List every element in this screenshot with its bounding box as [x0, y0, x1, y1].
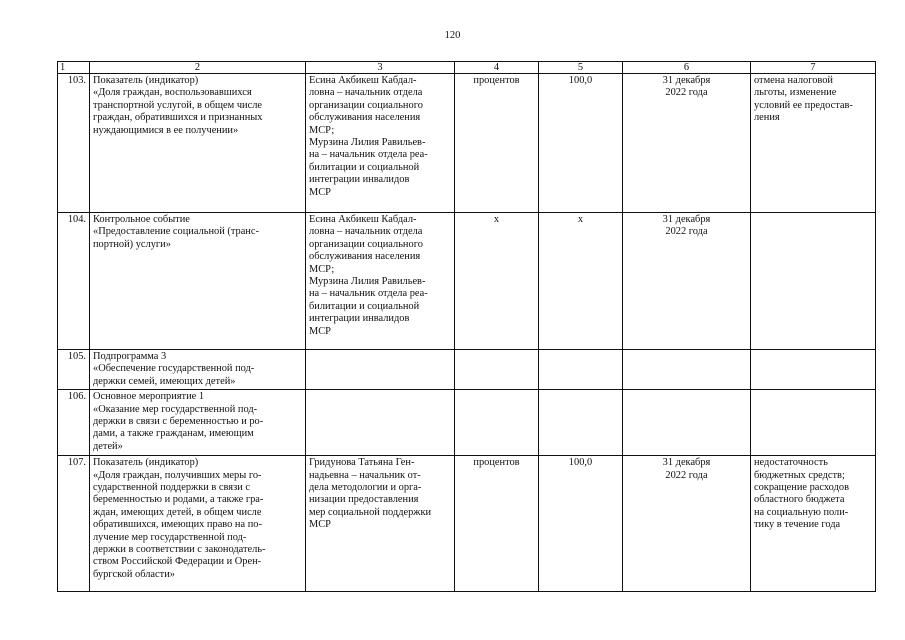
row-responsible: [306, 350, 455, 390]
row-number: 103.: [58, 74, 90, 213]
row-responsible: Есина Акбикеш Кабдал- ловна – начальник отдела организации социального обслуживания населения МСР; Мурзина Лилия Равильев- на – начальник отдела реа- билитации и социальной интеграции инвалидов МСР: [306, 213, 455, 350]
row-value: [539, 350, 623, 390]
column-number-5: 5: [539, 62, 623, 74]
column-number-7: 7: [751, 62, 876, 74]
row-value: 100,0: [539, 456, 623, 592]
row-responsible: Есина Акбикеш Кабдал- ловна – начальник отдела организации социального обслуживания населения МСР; Мурзина Лилия Равильев- на – начальник отдела реа- билитации и социальной интеграции инвалидов МСР: [306, 74, 455, 213]
row-unit: процентов: [455, 456, 539, 592]
row-value: 100,0: [539, 74, 623, 213]
row-number: 106.: [58, 390, 90, 456]
row-number: 107.: [58, 456, 90, 592]
row-responsible: Гридунова Татьяна Ген- надьевна – начальник от- дела методологии и орга- низации предоставления мер социальной поддержки МСР: [306, 456, 455, 592]
column-number-2: 2: [90, 62, 306, 74]
row-note: недостаточность бюджетных средств; сокращение расходов областного бюджета на социальную поли- тику в течение года: [751, 456, 876, 592]
row-value: [539, 390, 623, 456]
row-unit: [455, 390, 539, 456]
table-row-106: [58, 390, 876, 456]
column-number-6: 6: [623, 62, 751, 74]
row-date: 31 декабря 2022 года: [623, 213, 751, 350]
table-row-105: [58, 350, 876, 390]
row-name: Показатель (индикатор) «Доля граждан, получивших меры го- сударственной поддержки в связи с беременностью и родами, а также гра- ждан, имеющих детей, в общем числе обратившихся, имеющих право на по- лучение мер государственной под- держки в соответствии с законодатель- ством Российской Федерации и Орен- бургской области»: [90, 456, 306, 592]
row-unit: процентов: [455, 74, 539, 213]
row-date: [623, 350, 751, 390]
row-number: 104.: [58, 213, 90, 350]
row-unit: [455, 350, 539, 390]
column-numbers-row: [58, 62, 876, 74]
program-table: [57, 61, 876, 592]
column-number-1: 1: [58, 62, 90, 74]
row-note: [751, 390, 876, 456]
column-number-3: 3: [306, 62, 455, 74]
page-number: 120: [444, 30, 461, 41]
row-number: 105.: [58, 350, 90, 390]
row-name: Показатель (индикатор) «Доля граждан, воспользовавшихся транспортной услугой, в общем числе граждан, обратившихся и признанных нуждающимися в ее получении»: [90, 74, 306, 213]
row-note: [751, 213, 876, 350]
row-note: [751, 350, 876, 390]
row-name: Основное мероприятие 1 «Оказание мер государственной под- держки в связи с беременностью и ро- дами, а также гражданам, имеющим детей»: [90, 390, 306, 456]
row-note: отмена налоговой льготы, изменение условий ее предостав- ления: [751, 74, 876, 213]
table-row-107: [58, 456, 876, 592]
row-name: Контрольное событие «Предоставление социальной (транс- портной) услуги»: [90, 213, 306, 350]
column-number-4: 4: [455, 62, 539, 74]
table-row-103: [58, 74, 876, 213]
row-name: Подпрограмма 3 «Обеспечение государственной под- держки семей, имеющих детей»: [90, 350, 306, 390]
table-row-104: [58, 213, 876, 350]
row-date: 31 декабря 2022 года: [623, 456, 751, 592]
row-value: x: [539, 213, 623, 350]
row-unit: x: [455, 213, 539, 350]
row-date: 31 декабря 2022 года: [623, 74, 751, 213]
row-responsible: [306, 390, 455, 456]
row-date: [623, 390, 751, 456]
